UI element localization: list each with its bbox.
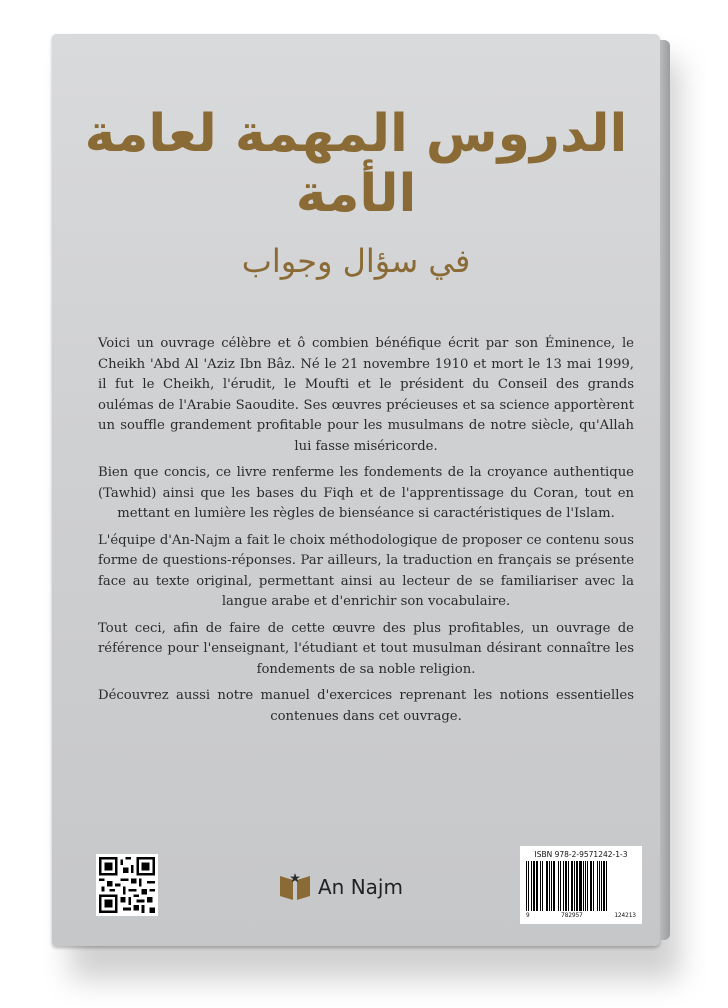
- paragraph-1: Voici un ouvrage célèbre et ô combien bénéfique écrit par son Éminence, le Cheikh 'Abd Al 'Aziz Ibn Bâz. Né le 21 novembre 1910 et mort le 13 mai 1999, il fut le Cheikh, l'érudit, le Moufti et le président du Conseil des grands oulémas de l'Arabie Saoudite. Ses œuvres précieuses et sa science apportèrent un souffle grandement profitable pour les musulmans de notre siècle, qu'Allah lui fasse miséricorde.: [98, 336, 634, 454]
- an-najm-logo-icon: [278, 870, 312, 904]
- book-back-cover: [52, 34, 660, 946]
- barcode-digit-group: 782957: [561, 912, 583, 919]
- paragraph-3: L'équipe d'An-Najm a fait le choix méthodologique de proposer ce contenu sous forme de questions-réponses. Par ailleurs, la traduction en français se présente face au texte original, permettant ainsi au lecteur de se familiariser avec la langue arabe et d'enrichir son vocabulaire.: [98, 532, 634, 609]
- barcode-digit-group: 124213: [614, 912, 636, 919]
- paragraph-4: Tout ceci, afin de faire de cette œuvre des plus profitables, un ouvrage de référence pour l'enseignant, l'étudiant et tout musulman désirant connaître les fondements de sa noble religion.: [98, 620, 634, 677]
- barcode-digits: [526, 912, 636, 919]
- publisher-name: An Najm: [318, 875, 403, 899]
- barcode-bars: [526, 861, 636, 911]
- arabic-subtitle: في سؤال وجواب: [241, 242, 471, 280]
- barcode-digit-group: 9: [526, 912, 530, 919]
- paragraph-5: Découvrez aussi notre manuel d'exercices reprenant les notions essentielles contenues dans cet ouvrage.: [98, 688, 634, 724]
- publisher-brand: [278, 870, 403, 904]
- paragraph-2: Bien que concis, ce livre renferme les fondements de la croyance authentique (Tawhid) ainsi que les bases du Fiqh et de l'apprentissage du Coran, tout en mettant en lumière les règles de bienséance si caractéristiques de l'Islam.: [98, 465, 634, 521]
- blurb-text: [98, 334, 634, 733]
- arabic-title: الدروس المهمة لعامة الأمة: [84, 104, 628, 224]
- qr-code-icon: [96, 854, 158, 916]
- book-edge: [660, 40, 670, 940]
- isbn-barcode: [520, 846, 642, 924]
- isbn-number: ISBN 978-2-9571242-1-3: [534, 850, 628, 859]
- barcode-bar: [607, 861, 608, 911]
